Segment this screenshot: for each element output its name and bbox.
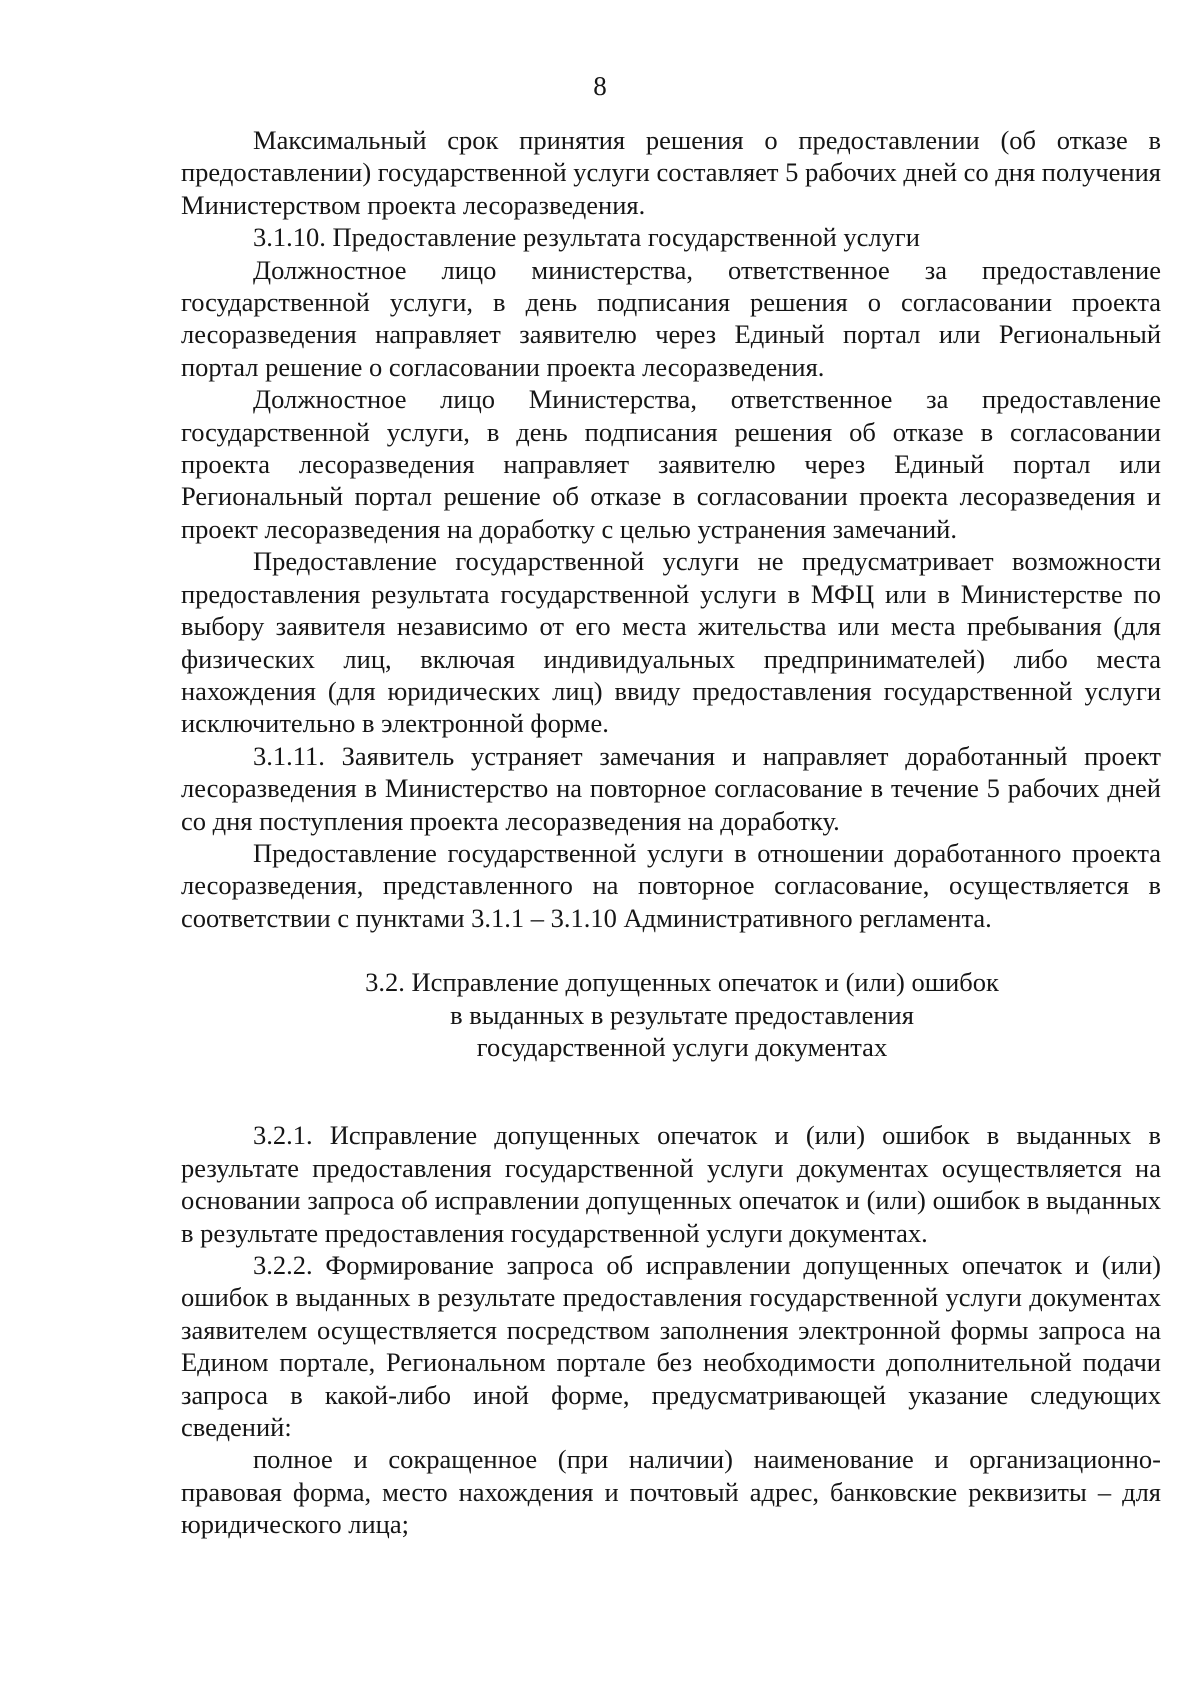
section-spacer: [181, 1063, 1161, 1119]
paragraph-approval-sent: Должностное лицо министерства, ответственное за предоставление государственной услуги, в день подписания решения о согласовании проекта лесоразведения направляет заявителю через Единый портал или Региональный портал решение о согласовании проекта лесоразведения.: [181, 254, 1161, 382]
document-body: [181, 124, 1161, 1541]
paragraph-3-1-10-title: 3.1.10. Предоставление результата государственной услуги: [253, 222, 920, 253]
paragraph-3-1-11: 3.1.11. Заявитель устраняет замечания и направляет доработанный проект лесоразведения в Министерство на повторное согласование в течение 5 рабочих дней со дня поступления проекта лесоразведения на доработку.: [181, 740, 1161, 836]
section-heading-3-2: [181, 966, 1161, 1063]
paragraph-resubmission: Предоставление государственной услуги в отношении доработанного проекта лесоразведения, представленного на повторное согласование, осуществляется в соответствии с пунктами 3.1.1 – 3.1.10 Административного регламента.: [181, 837, 1161, 933]
section-heading-line-3: государственной услуги документах: [476, 1031, 888, 1062]
section-heading-line-1: 3.2. Исправление допущенных опечаток и (или) ошибок: [365, 967, 999, 998]
paragraph-max-term: Максимальный срок принятия решения о предоставлении (об отказе в предоставлении) государственной услуги составляет 5 рабочих дней со дня получения Министерством проекта лесоразведения.: [181, 125, 1161, 220]
paragraph-mfc-not-provided: Предоставление государственной услуги не предусматривает возможности предоставления результата государственной услуги в МФЦ или в Министерстве по выбору заявителя независимо от его места жительства или места пребывания (для физических лиц, включая индивидуальных предпринимателей) либо места нахождения (для юридических лиц) ввиду предоставления государственной услуги исключительно в электронной форме.: [181, 546, 1161, 739]
paragraph-legal-entity-info: полное и сокращенное (при наличии) наименование и организационно-правовая форма, место нахождения и почтовый адрес, банковские реквизиты – для юридического лица;: [181, 1444, 1161, 1540]
page-number: 8: [593, 71, 607, 101]
section-heading-line-2: в выданных в результате предоставления: [450, 999, 914, 1030]
paragraph-3-2-1: 3.2.1. Исправление допущенных опечаток и (или) ошибок в выданных в результате предоставления государственной услуги документах осуществляется на основании запроса об исправлении допущенных опечаток и (или) ошибок в выданных в результате предоставления государственной услуги документах.: [181, 1120, 1161, 1248]
paragraph-3-2-2: 3.2.2. Формирование запроса об исправлении допущенных опечаток и (или) ошибок в выданных в результате предоставления государственной услуги документах заявителем осуществляется посредством заполнения электронной формы запроса на Едином портале, Региональном портале без необходимости дополнительной подачи запроса в какой-либо иной форме, предусматривающей указание следующих сведений:: [181, 1250, 1161, 1443]
paragraph-refusal-sent: Должностное лицо Министерства, ответственное за предоставление государственной услуги, в день подписания решения об отказе в согласовании проекта лесоразведения направляет заявителю через Единый портал или Региональный портал решение об отказе в согласовании проекта лесоразведения и проект лесоразведения на доработку с целью устранения замечаний.: [181, 384, 1161, 544]
